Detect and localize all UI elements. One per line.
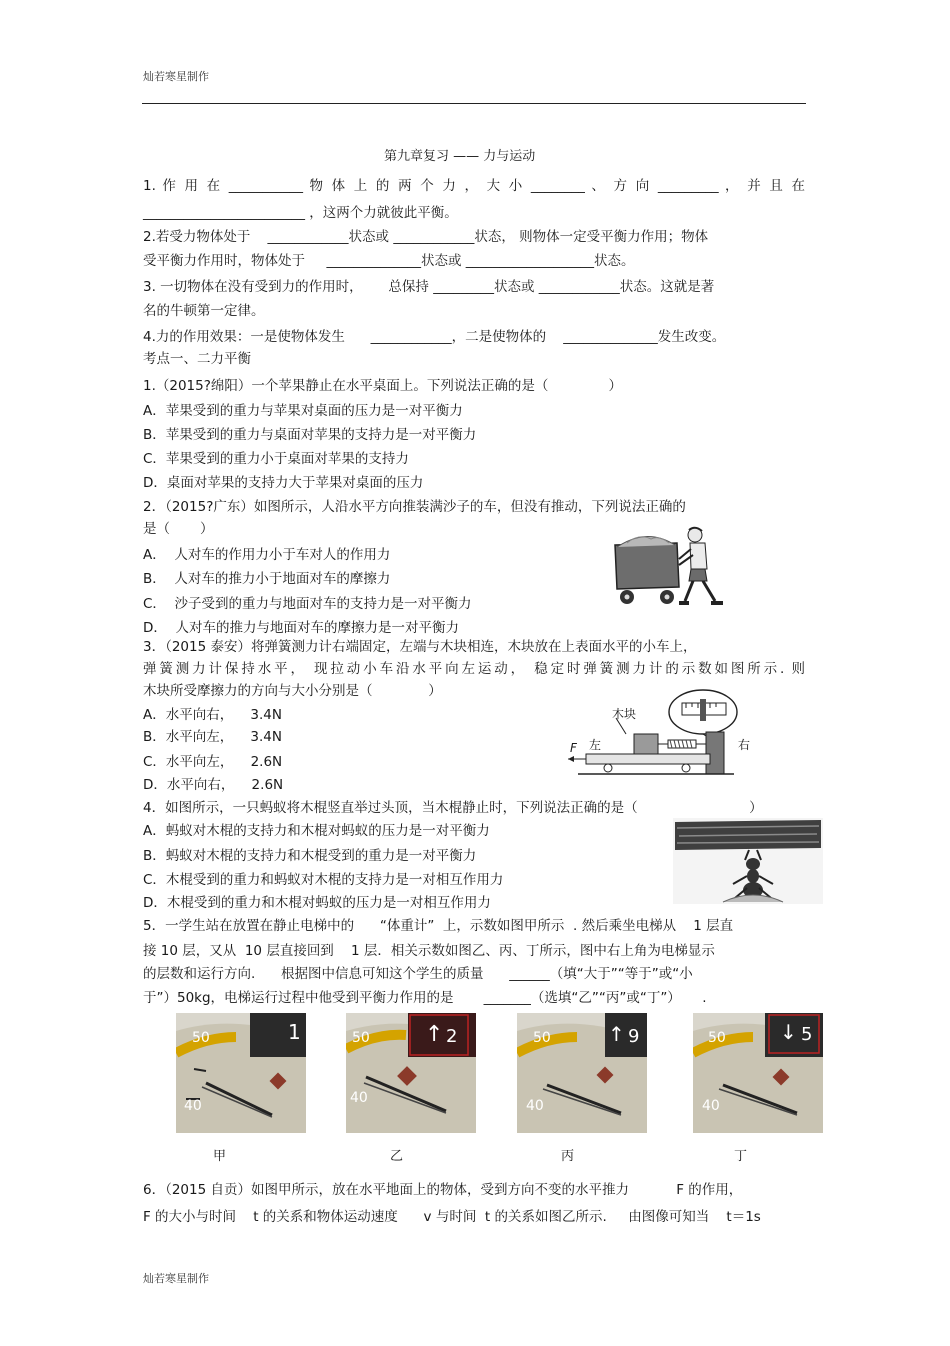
q1-option-c: C．苹果受到的重力小于桌面对苹果的支持力 [143,451,409,467]
q3-option-c: C．水平向左， 2.6N [143,754,283,770]
question-1: 1.（2015?绵阳）一个苹果静止在水平桌面上。下列说法正确的是（ ） [143,378,622,394]
fill-blank-1-cont: ________________________ ，这两个力就彼此平衡。 [143,205,458,221]
dial-lower-number-jia: 40 [184,1098,202,1114]
fill-blank-2-cont: 受平衡力作用时，物体处于 ______________状态或 ___________________状态。 [143,253,635,269]
question-2-cont: 是（ ） [143,521,214,537]
question-5-cont2: 的层数和运行方向. 根据图中信息可知这个学生的质量 ______（填“大于”“等于”或“小 [143,966,693,982]
q4-option-d: D．木棍受到的重力和木棍对蚂蚁的压力是一对相互作用力 [143,895,491,911]
q4-option-a: A．蚂蚁对木棍的支持力和木棍对蚂蚁的压力是一对平衡力 [143,823,490,839]
caption-jia: 甲 [213,1149,227,1164]
fill-blank-3: 3. 一切物体在没有受到力的作用时， 总保持 _________状态或 ____________状态。这就是著 [143,279,715,295]
dial-upper-number-jia: 50 [192,1030,210,1046]
spring-scale-figure [564,688,744,778]
q4-option-c: C．木棍受到的重力和蚂蚁对木棍的支持力是一对相互作用力 [143,872,504,888]
question-4: 4．如图所示，一只蚂蚁将木棍竖直举过头顶，当木棍静止时，下列说法正确的是（ ） [143,800,763,816]
fill-blank-4: 4.力的作用效果：一是使物体发生 ____________，二是使物体的 ______________发生改变。 [143,329,726,345]
ant-stick-figure [673,818,823,904]
dial-upper-number-bing: 50 [533,1030,551,1046]
question-5-cont3: 于”）50kg，电梯运行过程中他受到平衡力作用的是 _______（选填“乙”“丙”或“丁”） . [143,990,707,1006]
q4-option-b: B．蚂蚁对木棍的支持力和木棍受到的重力是一对平衡力 [143,848,477,864]
force-label: F [570,741,577,755]
q1-option-d: D．桌面对苹果的支持力大于苹果对桌面的压力 [143,475,424,491]
caption-ding: 丁 [734,1149,748,1164]
dial-lower-number-yi: 40 [350,1090,368,1106]
question-3: 3．（2015 泰安）将弹簧测力计右端固定，左端与木块相连，木块放在上表面水平的小车上， [143,639,697,655]
elevator-arrow-yi: ↑ [425,1022,444,1047]
page-footer-label: 灿若寒星制作 [143,1272,209,1285]
left-label: 左 [589,738,602,752]
dial-lower-number-bing: 40 [526,1098,544,1114]
q3-option-b: B．水平向左， 3.4N [143,729,282,745]
question-6: 6．（2015 自贡）如图甲所示，放在水平地面上的物体，受到方向不变的水平推力 F 的作用， [143,1182,743,1198]
page-header-label: 灿若寒星制作 [143,70,209,83]
q3-option-a: A．水平向右， 3.4N [143,707,282,723]
elevator-arrow-ding: ↓ [780,1020,797,1044]
q3-option-d: D．水平向右， 2.6N [143,777,284,793]
dial-lower-number-ding: 40 [702,1098,720,1114]
question-3-cont2: 木块所受摩擦力的方向与大小分别是（ ） [143,683,442,699]
question-5-cont: 接 10 层，又从 10 层直接回到 1 层．相关示数如图乙、丙、丁所示，图中右上角为电梯显示 [143,943,715,959]
section-heading: 考点一、二力平衡 [143,351,251,367]
chapter-title: 第九章复习 —— 力与运动 [384,149,536,164]
q1-option-a: A．苹果受到的重力与苹果对桌面的压力是一对平衡力 [143,403,463,419]
cart-pushing-figure [607,525,733,611]
caption-bing: 丙 [561,1149,575,1164]
question-5: 5．一学生站在放置在静止电梯中的 “体重计” 上，示数如图甲所示 . 然后乘坐电梯从 1 层直 [143,918,734,934]
fill-blank-1: 1. 作 用 在 ___________ 物 体 上 的 两 个 力 ， 大 小 ________ 、 方 向 _________ ， 并 且 在 [143,178,805,194]
floor-number-yi: 2 [446,1026,458,1047]
floor-number-jia: 1 [288,1020,301,1044]
dial-upper-number-yi: 50 [352,1030,370,1046]
right-label: 右 [738,738,751,752]
elevator-arrow-bing: ↑ [608,1022,625,1046]
fill-blank-2: 2.若受力物体处于 ____________状态或 ____________状态， 则物体一定受平衡力作用；物体 [143,229,709,245]
q2-option-b: B． 人对车的推力小于地面对车的摩擦力 [143,571,391,587]
question-3-cont: 弹簧测力计保持水平， 现拉动小车沿水平向左运动， 稳定时弹簧测力计的示数如图所示. 则 [143,661,805,677]
q1-option-b: B．苹果受到的重力与桌面对苹果的支持力是一对平衡力 [143,427,477,443]
question-6-cont: F 的大小与时间 t 的关系和物体运动速度 v 与时间 t 的关系如图乙所示. 由图像可知当 t＝1s [143,1209,761,1225]
question-2: 2．（2015?广东）如图所示，人沿水平方向推装满沙子的车，但没有推动，下列说法正确的 [143,499,686,515]
dial-upper-number-ding: 50 [708,1030,726,1046]
caption-yi: 乙 [390,1149,404,1164]
header-divider [142,103,806,104]
block-label: 木块 [612,707,637,721]
q2-option-c: C． 沙子受到的重力与地面对车的支持力是一对平衡力 [143,596,472,612]
floor-number-bing: 9 [628,1026,640,1047]
q2-option-d: D． 人对车的推力与地面对车的摩擦力是一对平衡力 [143,620,459,636]
q2-option-a: A． 人对车的作用力小于车对人的作用力 [143,547,391,563]
fill-blank-3-cont: 名的牛顿第一定律。 [143,303,265,319]
floor-number-ding: 5 [801,1024,813,1045]
